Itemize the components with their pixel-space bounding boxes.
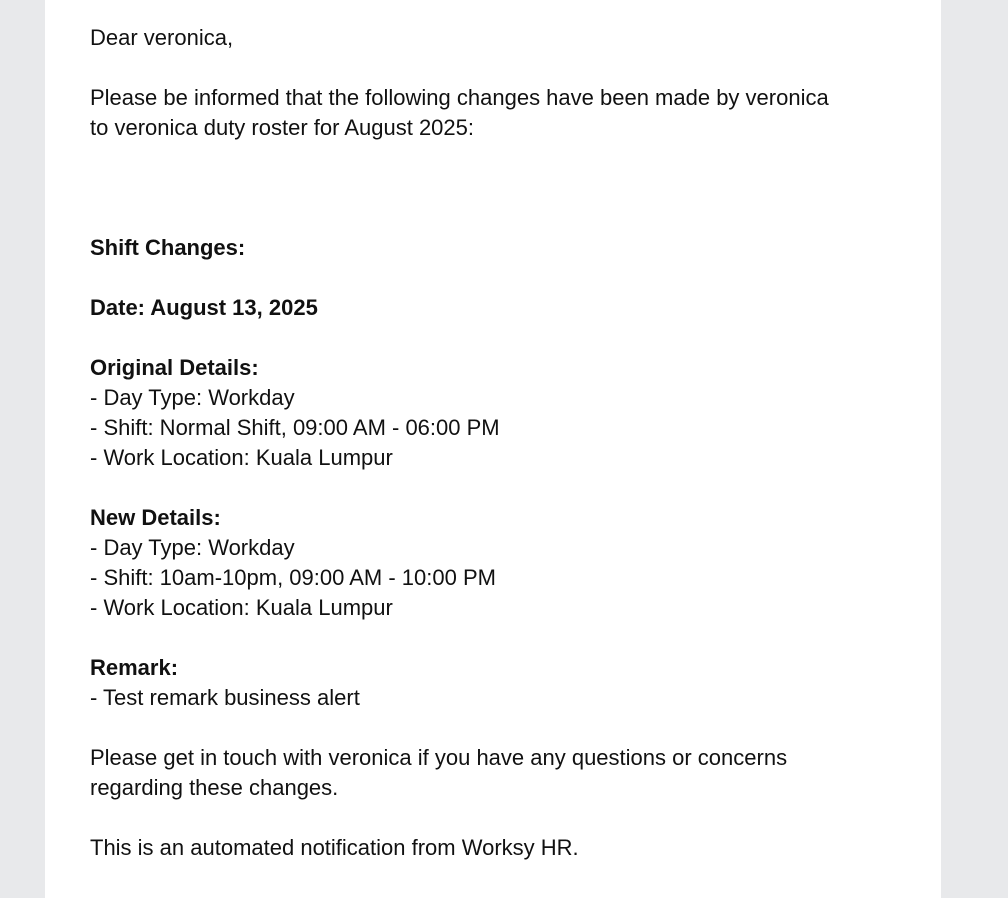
original-work-location: - Work Location: Kuala Lumpur [90, 445, 393, 470]
remark-item: - Test remark business alert [90, 685, 360, 710]
remark-heading: Remark: [90, 655, 179, 680]
new-details-section [90, 503, 896, 623]
contact-line: regarding these changes. [90, 775, 339, 800]
new-shift: - Shift: 10am-10pm, 09:00 AM - 10:00 PM [90, 565, 496, 590]
footer-note: This is an automated notification from Worksy HR. [90, 835, 579, 860]
original-day-type: - Day Type: Workday [90, 385, 295, 410]
original-details-heading: Original Details: [90, 355, 259, 380]
contact-line: Please get in touch with veronica if you have any questions or concerns [90, 745, 788, 770]
original-shift: - Shift: Normal Shift, 09:00 AM - 06:00 PM [90, 415, 500, 440]
email-body [45, 0, 941, 898]
shift-changes-heading: Shift Changes: [90, 235, 246, 260]
remark-section [90, 653, 896, 713]
original-details-section [90, 353, 896, 473]
date-line: Date: August 13, 2025 [90, 295, 318, 320]
intro-paragraph [90, 83, 896, 143]
new-details-heading: New Details: [90, 505, 221, 530]
contact-paragraph [90, 743, 896, 803]
new-day-type: - Day Type: Workday [90, 535, 295, 560]
intro-line: to veronica duty roster for August 2025: [90, 115, 475, 140]
new-work-location: - Work Location: Kuala Lumpur [90, 595, 393, 620]
greeting: Dear veronica, [90, 25, 234, 50]
intro-line: Please be informed that the following changes have been made by veronica [90, 85, 829, 110]
